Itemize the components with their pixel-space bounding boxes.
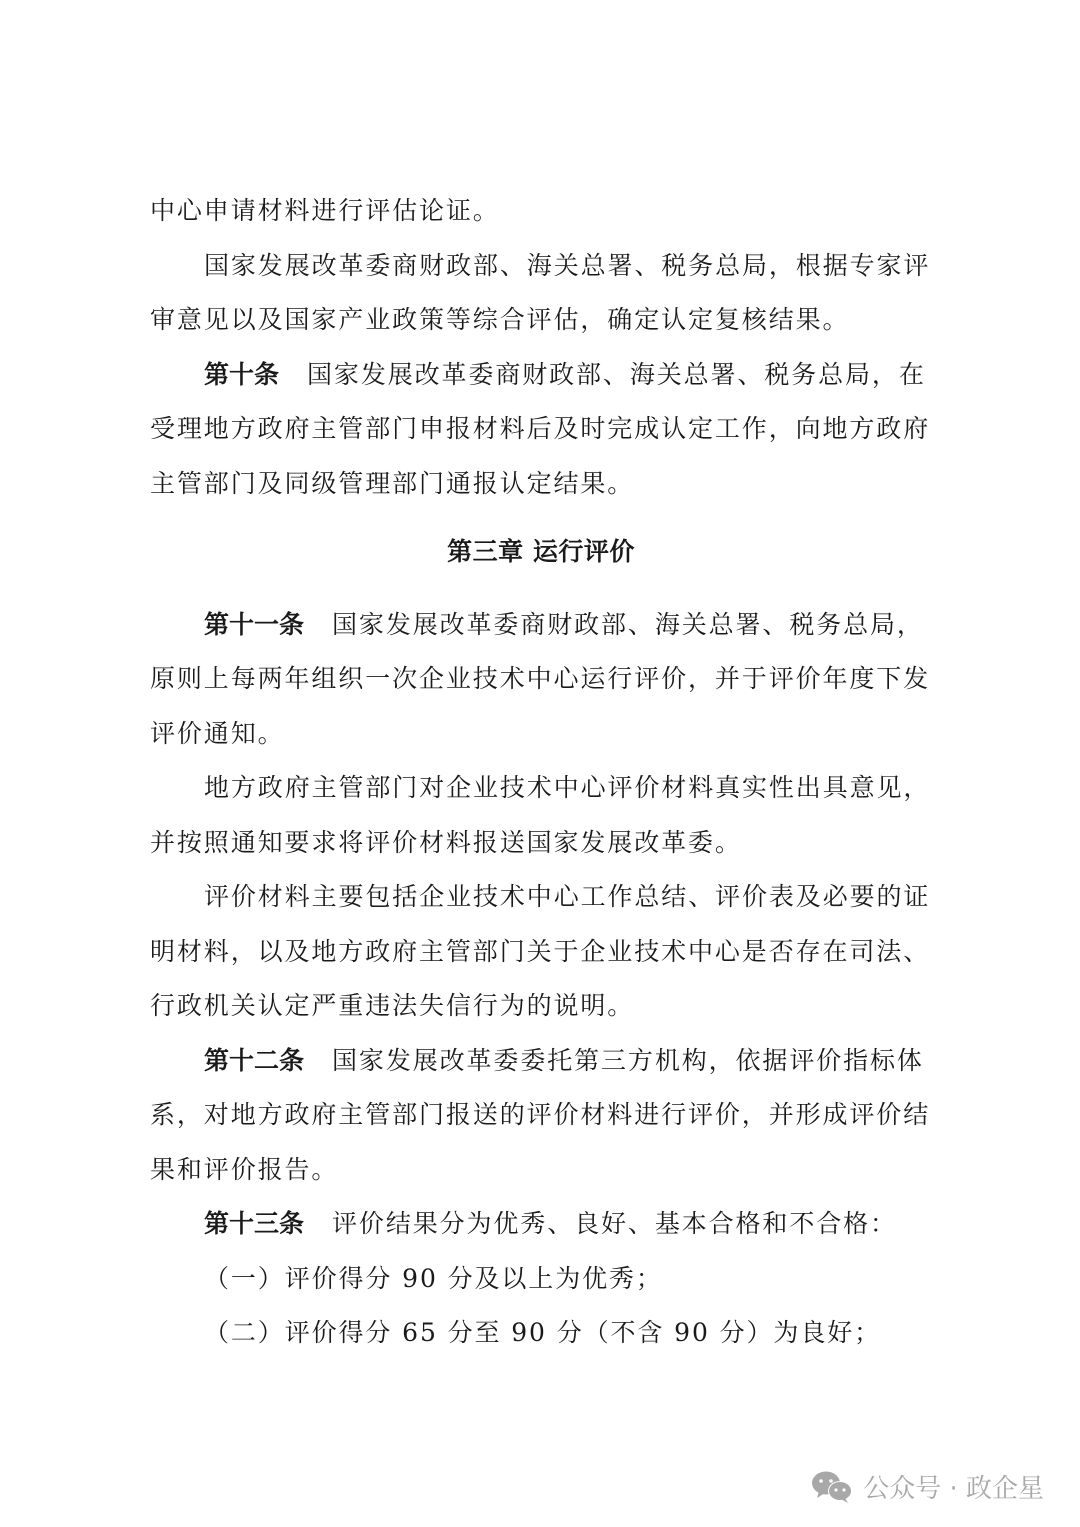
- article-label: 第十三条: [204, 1209, 305, 1238]
- paragraph-line: 评价材料主要包括企业技术中心工作总结、评价表及必要的证: [204, 882, 931, 911]
- article-label: 第十一条: [204, 609, 305, 639]
- list-item: （一）评价得分 90 分及以上为优秀；: [204, 1263, 663, 1293]
- article-11: [150, 598, 932, 762]
- paragraph-local-government: [150, 761, 932, 870]
- paragraph-line: 原则上每两年组织一次企业技术中心运行评价，并于评价年度下发: [150, 664, 931, 693]
- paragraph-line: 系，对地方政府主管部门报送的评价材料进行评价，并形成评价结: [150, 1100, 931, 1129]
- paragraph-line: 明材料，以及地方政府主管部门关于企业技术中心是否存在司法、: [150, 936, 931, 966]
- paragraph-expert-review: [150, 239, 932, 348]
- paragraph-line: 国家发展改革委商财政部、海关总署、税务总局，根据专家评: [204, 250, 931, 280]
- article-text: 评价结果分为优秀、良好、基本合格和不合格：: [332, 1209, 897, 1238]
- paragraph-line: 受理地方政府主管部门申报材料后及时完成认定工作，向地方政府: [150, 414, 931, 443]
- document-page: [150, 184, 932, 1361]
- continuation-line: 中心申请材料进行评估论证。: [150, 196, 500, 225]
- paragraph-line: 审意见以及国家产业政策等综合评估，确定认定复核结果。: [150, 305, 850, 334]
- paragraph-evaluation-materials: [150, 870, 932, 1034]
- watermark: [811, 1468, 1044, 1505]
- article-text: 国家发展改革委商财政部、海关总署、税务总局，在: [307, 359, 926, 389]
- article-12: [150, 1034, 932, 1198]
- paragraph-line: 评价通知。: [150, 718, 285, 748]
- wechat-icon: [811, 1470, 853, 1504]
- list-item: （二）评价得分 65 分至 90 分（不含 90 分）为良好；: [204, 1318, 882, 1347]
- article-text: 国家发展改革委商财政部、海关总署、税务总局，: [332, 609, 924, 639]
- article-text: 国家发展改革委委托第三方机构，依据评价指标体: [332, 1045, 924, 1075]
- paragraph-line: 行政机关认定严重违法失信行为的说明。: [150, 991, 635, 1020]
- paragraph-line: 主管部门及同级管理部门通报认定结果。: [150, 468, 635, 498]
- article-10: [150, 348, 932, 512]
- paragraph-line: 地方政府主管部门对企业技术中心评价材料真实性出具意见，: [204, 773, 931, 802]
- article-label: 第十条: [204, 359, 280, 389]
- article-label: 第十二条: [204, 1045, 305, 1075]
- article-13: [150, 1197, 932, 1361]
- paragraph-line: 并按照通知要求将评价材料报送国家发展改革委。: [150, 827, 742, 857]
- chapter-title: 第三章 运行评价: [447, 537, 635, 566]
- paragraph-line: 果和评价报告。: [150, 1154, 339, 1184]
- watermark-text: 公众号 · 政企星: [863, 1474, 1044, 1504]
